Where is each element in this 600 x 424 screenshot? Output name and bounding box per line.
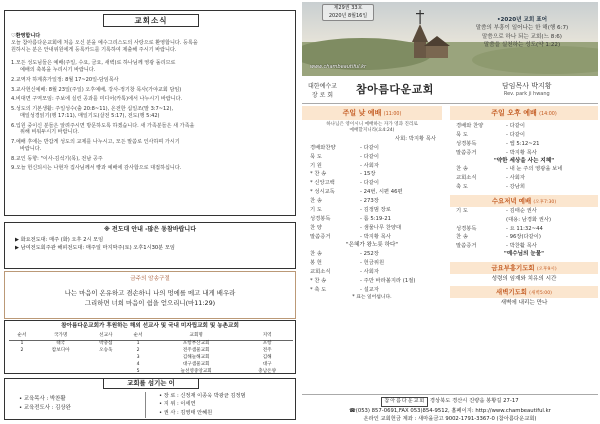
- news-item-line: 예배의 축복을 누리시기 바랍니다.: [20, 67, 96, 74]
- missions-table: [9, 333, 293, 376]
- order-item-value: - 사회자: [506, 175, 525, 181]
- service-name: 금요부흥기도회: [491, 263, 535, 272]
- order-item-label: 성경봉독: [456, 140, 477, 147]
- motto-line: 말씀으로 하나 되는 교회(느 8:6): [482, 33, 562, 40]
- order-item-value: - 사회자: [360, 268, 379, 275]
- order-item-label: * 성시교독: [310, 189, 335, 196]
- order-row: [310, 188, 442, 197]
- left-page: [4, 4, 296, 420]
- order-item-value: - 24번, 시편 46편: [360, 189, 403, 196]
- news-item: [11, 96, 291, 103]
- news-item-text: 입원 중이신 분들은 알려주시면 방문하도록 하겠습니다. 새 가족분들은 새 가족을: [15, 122, 195, 129]
- order-item-value: - 사회자: [360, 162, 379, 169]
- order-item-value: - 롬 5:19-21: [360, 215, 391, 222]
- news-item-number: 2.: [11, 76, 16, 83]
- denomination-line: 대한예수교: [308, 83, 337, 90]
- order-item-value: - 설교자: [360, 286, 379, 293]
- morning-order-list-2: [302, 250, 442, 294]
- order-item-label: * 축 도: [310, 286, 327, 293]
- issue-date: 2020년 8월16일: [328, 12, 368, 19]
- evangelism-notice-title: ※ 전도대 안내 -많은 동참바랍니다: [103, 226, 197, 233]
- missions-cell: 1: [20, 341, 24, 347]
- denomination-line: 장 로 회: [311, 92, 334, 99]
- order-item-value: - 다같이: [506, 123, 525, 129]
- order-item-value: - 박지황 목사: [360, 233, 391, 240]
- missions-row: [9, 348, 293, 355]
- news-item-text: 교인 동향: "이사-김석기(목), 전남 공주: [15, 155, 103, 162]
- missions-row: [9, 369, 293, 376]
- service-name: 새벽기도회: [496, 288, 527, 297]
- issue-badge: [322, 4, 374, 21]
- wednesday-order-list: [450, 207, 598, 251]
- order-item-value: - 다같이: [506, 131, 525, 138]
- news-item-line: [11, 165, 291, 172]
- order-item-value: - 박찬활 목사: [506, 243, 537, 250]
- news-item-line: 바랍니다.: [20, 145, 42, 152]
- order-item-label: 찬 송: [456, 166, 468, 173]
- news-item-text: 예배 후에는 반갑게 성도의 교제를 나누시고, 모든 말씀로 인사하며 가시기: [15, 139, 180, 146]
- order-item-label: 찬 양: [310, 224, 322, 231]
- missions-cell: 김해: [262, 355, 272, 361]
- service-name: 주일 낮 예배: [342, 109, 382, 117]
- motto-line: 말씀을 실천하는 성도(약 1:22): [483, 42, 561, 49]
- order-item-value: - 15장: [360, 171, 376, 178]
- news-item-number: 4.: [11, 96, 16, 103]
- news-item-number: 1.: [11, 60, 16, 67]
- dawn-service-title: [450, 286, 598, 298]
- missions-row: [9, 355, 293, 362]
- footer-logo: 참아름다운교회: [381, 397, 428, 407]
- order-row: [456, 233, 598, 242]
- pastor-info: [502, 82, 552, 98]
- order-item-label: 찬 송: [310, 251, 322, 258]
- order-row: [310, 233, 442, 242]
- order-item-label: 묵 도: [456, 131, 468, 138]
- sunday-morning-service: [302, 106, 442, 301]
- missions-title: 참아름다운교회가 후원하는 해외 선교사 및 국내 미자립교회 및 농촌교회: [61, 323, 239, 329]
- news-item-text: 교역자 하계휴가일정: 8월 17~20일-담임목사: [15, 76, 119, 83]
- missions-cell: 포항부산교회: [182, 341, 210, 347]
- missions-cell: [9, 355, 35, 362]
- order-item-value: - 다같이: [360, 144, 379, 151]
- church-news-title: 교회소식: [103, 14, 199, 27]
- missions-row: [9, 340, 293, 347]
- missions-cell: 캄보디아: [51, 348, 70, 354]
- motto-line: 말씀의 부흥이 일어나는 한 해(행 6:7): [475, 25, 569, 32]
- order-item-label: 말씀증거: [310, 233, 331, 240]
- news-item-line: 위해 비워두시기 바랍니다.: [20, 129, 79, 136]
- order-item-value: - 252장: [360, 251, 379, 258]
- service-name: 수요저녁 예배: [491, 196, 532, 205]
- news-item: [11, 165, 291, 172]
- footer-address: 경상북도 경산시 진량읍 봉황길 27-17: [429, 398, 519, 404]
- verse-line: 하나님은 영이시니 예배하는 자가 영과 진리로: [326, 122, 418, 127]
- news-item-line: [11, 96, 291, 103]
- morning-service-title: [302, 106, 442, 120]
- order-row: [310, 277, 442, 286]
- church-news-body: [11, 33, 291, 172]
- order-item-value: - 박지황 목사: [506, 149, 537, 156]
- memory-verse-line: 그리하면 너희 마음이 쉼을 얻으리니(마11:29): [84, 299, 216, 308]
- missions-cell: [86, 369, 125, 376]
- missions-cell: [9, 362, 35, 369]
- service-name: 주일 오후 예배: [491, 109, 537, 117]
- missions-cell: [86, 355, 125, 362]
- missions-cell: [35, 355, 87, 362]
- missions-cell: 포항: [262, 341, 272, 347]
- order-row: [310, 144, 442, 153]
- missions-cell: 김해늘해교회: [182, 355, 210, 361]
- order-item-value: - 주만 바라볼지라 (1절): [360, 277, 416, 284]
- order-item-label: 축 도: [456, 183, 468, 190]
- elder-item: • 지 위 : 이세연: [159, 401, 196, 408]
- missions-cell: [9, 369, 35, 376]
- order-item-label: 기 도: [310, 206, 322, 213]
- staff-item: • 교육전도사 : 김상완: [19, 405, 71, 412]
- missions-cell: [35, 369, 87, 376]
- order-item-value: (대용: 남경화 권사): [506, 216, 552, 223]
- motto-title: •2020년 교회 표어: [496, 17, 548, 23]
- dawn-theme: 새벽에 내리는 만나: [500, 300, 548, 307]
- presider: 사회: 박지황 목사: [395, 135, 436, 142]
- church-header: [302, 78, 598, 104]
- service-time: (11:00): [383, 112, 402, 117]
- order-row: [310, 259, 442, 268]
- missions-cell: 늘선영중앙교회: [180, 369, 212, 375]
- order-item-label: 기 도: [456, 207, 468, 214]
- order-item-value: - 다같이: [360, 180, 379, 187]
- news-item-text: 성도의 기본생활: 주일성수(출 20:8~11), 온전한 십일조(말 3:7~12),: [15, 105, 174, 112]
- news-item-number: 5.: [11, 105, 16, 112]
- order-row: [456, 225, 598, 234]
- staff-item: • 교육목사 : 박찬활: [19, 396, 66, 402]
- news-item: [11, 139, 291, 153]
- right-page: [302, 2, 598, 422]
- missions-header-cell: 지역: [241, 333, 293, 341]
- news-item-number: 3.: [11, 86, 16, 93]
- order-item-label: [456, 216, 506, 225]
- news-item-number: 6.: [11, 122, 16, 129]
- missions-cell: 2: [136, 348, 140, 354]
- pastor-name: 담임목사 박지황: [502, 82, 552, 90]
- church-news-section: [4, 10, 296, 216]
- order-row: [310, 153, 442, 162]
- missions-cell: 1: [136, 341, 140, 347]
- service-time: (오후9시): [536, 266, 557, 272]
- order-item-value: - 96장(다같이): [506, 234, 541, 241]
- greeting-heading: ♡환영합니다: [11, 33, 41, 39]
- standing-note: * 표는 일어섭니다.: [352, 294, 392, 300]
- news-item-line: [11, 139, 291, 146]
- news-item: [11, 87, 291, 94]
- cover-photo: [302, 2, 598, 76]
- order-item-label: 말씀증거: [456, 149, 477, 156]
- church-servants-title: 교회를 섬기는 이: [103, 378, 199, 389]
- evangelism-notice-section: [4, 222, 296, 269]
- website-watermark: www.chambeautiful.kr: [310, 64, 367, 70]
- news-item-line: [11, 106, 291, 113]
- news-item-line: 매일성경읽기(행 17:11), 매일기도(살전 5:17), 전도(행 5:42): [20, 112, 160, 119]
- morning-order-list: [302, 144, 442, 242]
- order-item-value: - 다같이: [360, 153, 379, 160]
- verse-line: 예배할지니라(요4:24): [349, 128, 395, 134]
- order-row: [456, 131, 598, 140]
- order-row: [310, 170, 442, 179]
- news-item-text: 오늘 헌신되시는 나현자 집사님께서 빵과 예배에 감사합으로 대접하십니다.: [15, 165, 182, 172]
- missions-cell: 대구샘물교회: [182, 362, 210, 368]
- order-item-label: * 신앙고백: [310, 180, 335, 187]
- order-row: [310, 215, 442, 224]
- news-item-line: [11, 87, 291, 94]
- order-item-value: - 강남희: [506, 183, 525, 190]
- divider: [145, 392, 146, 418]
- missions-section: [4, 320, 296, 374]
- order-item-label: 경배와 찬양: [456, 123, 484, 129]
- service-time: (새벽5:00): [529, 291, 552, 297]
- order-row: [310, 206, 442, 215]
- sermon-title: "약한 세상을 사는 지혜": [493, 157, 555, 164]
- staff-list: [19, 395, 71, 413]
- order-item-label: 성경봉독: [456, 225, 477, 232]
- news-item: [11, 156, 291, 163]
- missions-cell: 2: [20, 348, 24, 354]
- elders-list: [159, 392, 246, 417]
- footer-contact: ☎(053) 857-0691,FAX 053)854-9512, 홈페이지: http://www.chambeautiful.kr: [349, 407, 551, 414]
- order-row: [310, 179, 442, 188]
- order-item-label: 찬 송: [456, 234, 468, 241]
- memory-verse-section: [4, 271, 296, 319]
- order-row: [456, 165, 598, 174]
- order-item-label: 기 원: [310, 162, 322, 169]
- missions-header-row: [9, 333, 293, 341]
- friday-service-title: [450, 262, 598, 274]
- news-item-number: 9.: [11, 165, 16, 172]
- order-item-label: 성경봉독: [310, 215, 331, 222]
- order-item-label: 봉 헌: [310, 259, 322, 266]
- sermon-title: "예수님의 눈물": [503, 251, 545, 258]
- news-item: [11, 60, 291, 74]
- missions-cell: 태국: [56, 341, 66, 347]
- footer: [302, 394, 598, 420]
- news-item-line: [11, 156, 291, 163]
- afternoon-service-title: [450, 106, 598, 120]
- order-row: [310, 197, 442, 206]
- afternoon-order-list-2: [450, 165, 598, 192]
- notice-item: ▶ 남여전도회주관 해피전도대: 매주일 마지막주(토) 오후1시30분 모임: [15, 245, 175, 252]
- order-item-label: 말씀증거: [456, 243, 477, 250]
- church-motto: [452, 16, 592, 50]
- order-row: [456, 242, 598, 251]
- order-row: [456, 216, 598, 225]
- order-item-value: - 273장: [360, 198, 379, 205]
- order-row: [310, 162, 442, 171]
- order-row: [310, 224, 442, 233]
- order-row: [310, 286, 442, 295]
- afternoon-order-list: [450, 122, 598, 158]
- missions-header-cell: 순서: [125, 333, 151, 341]
- service-time: (오후7:30): [533, 199, 557, 205]
- missions-cell: 오승욱: [99, 348, 113, 354]
- missions-row: [9, 362, 293, 369]
- order-row: [456, 183, 598, 192]
- friday-theme: 성령의 임재와 치유의 시간: [491, 275, 557, 282]
- greeting-line: 오늘 참아름다운교회에 처음 오신 분을 예수그리스도의 사랑으로 환영합니다. 등록을: [11, 39, 198, 46]
- news-item-text: 비대면 구역모임: 주보에 실린 공과를 미디어(카톡)에서 나누시기 바랍니다.: [15, 96, 183, 103]
- service-verse: [302, 122, 442, 135]
- pastor-name-en: Rev. park ji hwang: [503, 91, 550, 98]
- missions-cell: 전주샘물교회: [182, 348, 210, 354]
- missions-header-cell: 선교사: [86, 333, 125, 341]
- sermon-title: "은혜가 왕노릇 하다": [346, 242, 398, 249]
- order-item-label: 경배와찬양: [310, 144, 336, 151]
- order-item-value: - 김정범 장로: [360, 206, 391, 213]
- missions-cell: 대구: [262, 362, 272, 368]
- missions-cell: [86, 362, 125, 369]
- wednesday-service-title: [450, 195, 598, 207]
- news-item: [11, 106, 291, 120]
- missions-cell: 5: [136, 369, 140, 375]
- church-servants-section: [4, 378, 296, 420]
- news-item: [11, 77, 291, 84]
- order-row: [456, 140, 598, 149]
- elder-item: • 권 사 : 김영태 안혜원: [159, 409, 213, 416]
- news-item-list: [11, 60, 291, 172]
- missions-header-cell: 순서: [9, 333, 35, 341]
- footer-account: 온라인 교회헌금 계좌 : 새마을금고 9002-1791-3367-0 (참아름다운교회): [363, 415, 537, 422]
- order-item-label: 교회소식: [310, 268, 331, 275]
- order-item-label: 교회소식: [456, 175, 477, 181]
- news-item-line: [11, 77, 291, 84]
- church-name: 참아름다운교회: [356, 83, 434, 96]
- memory-verse-title: 금주의 암송구절: [130, 276, 170, 282]
- missions-cell: 전주: [262, 348, 272, 354]
- order-row: [456, 149, 598, 158]
- missions-cell: 3: [136, 355, 140, 361]
- issue-number: 제29권 33호: [333, 5, 363, 11]
- missions-header-cell: 국가명: [35, 333, 87, 341]
- order-item-value: - 헌금위원: [360, 259, 385, 266]
- order-item-label: 찬 송: [310, 198, 322, 205]
- news-item-number: 8.: [11, 155, 16, 162]
- order-item-value: - 샘물나무 찬양대: [360, 224, 402, 231]
- notice-item: ▶ 화요전도대: 매주 (화) 오후 2시 모임: [15, 237, 104, 244]
- order-row: [456, 174, 598, 183]
- order-item-value: - 김태순 권사: [506, 207, 537, 214]
- order-row: [310, 268, 442, 277]
- news-item-text: 모든 성도님들은 예배(주일, 수요, 금요, 새벽)로 하나님께 영광 돌리므로: [15, 60, 176, 67]
- elder-item: • 장 로 : 신정재 이종욱 박광균 김정범: [159, 393, 246, 399]
- missions-cell: 충남온양: [258, 369, 277, 375]
- missions-header-cell: 교회명: [151, 333, 241, 341]
- order-item-label: * 찬 송: [310, 277, 327, 284]
- missions-cell: 4: [136, 362, 140, 368]
- order-item-value: - 엡 5:12~21: [506, 140, 540, 147]
- denomination: [308, 82, 337, 100]
- order-item-label: * 찬 송: [310, 171, 327, 178]
- order-row: [456, 207, 598, 216]
- missions-cell: [35, 362, 87, 369]
- other-services: [450, 106, 598, 308]
- order-row: [456, 122, 598, 131]
- memory-verse-line: 나는 마음이 온유하고 겸손하니 나의 멍에를 메고 내게 배우라: [64, 288, 236, 297]
- service-time: (14:00): [539, 112, 557, 117]
- missions-cell: 박충섭: [99, 341, 113, 347]
- news-item: [11, 123, 291, 137]
- order-row: [310, 250, 442, 259]
- order-item-value: - 내 눈 주의 영광을 보네: [506, 166, 563, 173]
- order-item-label: 묵 도: [310, 153, 322, 160]
- greeting-line: 원하시는 분은 안내위원에게 등록카드를 기록하여 제출해 주시기 바랍니다.: [11, 46, 177, 53]
- order-item-value: - 요 11:32~44: [506, 225, 543, 232]
- news-item-text: 교사헌신예배: 8월 23일(주일) 오후예배, 강사-정기창 목사(가야교회 담임): [15, 86, 182, 93]
- news-item-number: 7.: [11, 139, 16, 146]
